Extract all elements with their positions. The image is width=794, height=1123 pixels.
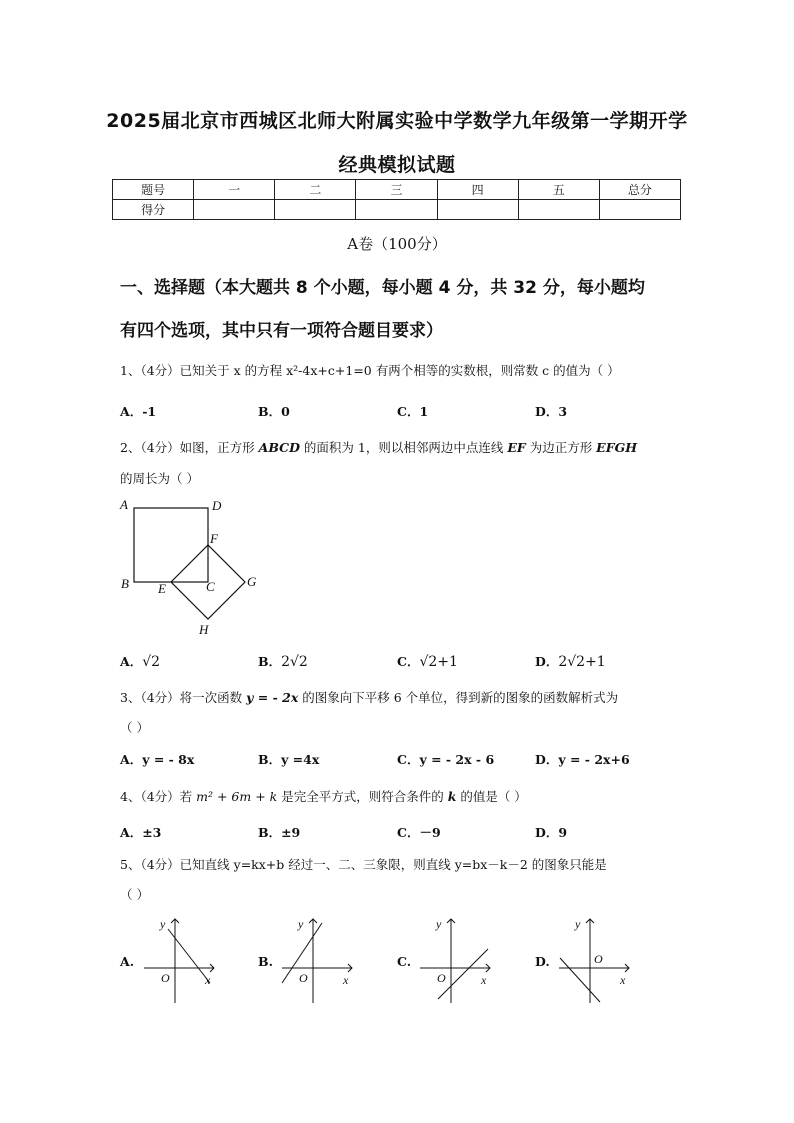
q2-square-efgh: EFGH bbox=[596, 440, 638, 455]
q1-option-c[interactable]: C．1 bbox=[397, 404, 429, 419]
option-expr: √2 bbox=[142, 654, 161, 670]
q5-option-c[interactable]: C. bbox=[397, 954, 412, 969]
q1-option-d[interactable]: D．3 bbox=[535, 404, 568, 419]
q2-stem bbox=[120, 438, 637, 456]
origin-label: O bbox=[161, 971, 170, 985]
score-input-cell[interactable] bbox=[356, 200, 437, 220]
q4-stem-part: 是完全平方式，则符合条件的 bbox=[277, 789, 448, 804]
q2-stem-part: 2、（4分）如图，正方形 bbox=[120, 440, 259, 455]
title-line-1: 2025届北京市西城区北师大附属实验中学数学九年级第一学期开学 bbox=[106, 110, 688, 132]
q3-stem bbox=[120, 688, 618, 706]
q4-stem-part: 的值是（ ） bbox=[456, 789, 527, 804]
q5-stem: 5、（4分）已知直线 y=kx+b 经过一、二、三象限，则直线 y=bx－k－2 的图象只能是 bbox=[120, 857, 607, 872]
option-expr: 2√2+1 bbox=[558, 654, 606, 670]
q2-segment-ef: EF bbox=[507, 440, 526, 455]
q5-option-d[interactable]: D. bbox=[535, 954, 550, 969]
q1-option-b[interactable]: B．0 bbox=[258, 404, 290, 419]
x-axis-label: x bbox=[343, 973, 349, 987]
score-table-cell: 题号 bbox=[113, 180, 194, 200]
q2-option-a[interactable] bbox=[120, 652, 160, 670]
q3-option-d[interactable]: D．y = - 2x+6 bbox=[535, 752, 630, 767]
q5-graph-b bbox=[278, 913, 358, 1005]
q4-expression: m² + 6m + k bbox=[196, 789, 278, 804]
x-axis-label: x bbox=[620, 973, 626, 987]
q3-stem-part: 的图象向下平移 6 个单位，得到新的图象的函数解析式为 bbox=[298, 690, 619, 705]
option-expr: √2+1 bbox=[419, 654, 458, 670]
score-table-score-row bbox=[113, 200, 681, 220]
figure-label-b: B bbox=[121, 576, 129, 591]
graph-line bbox=[168, 929, 210, 983]
q2-stem-part: 为边正方形 bbox=[525, 440, 597, 455]
volume-heading: A卷（100分） bbox=[347, 235, 447, 253]
x-axis-label: x bbox=[205, 973, 211, 987]
score-input-cell[interactable] bbox=[194, 200, 275, 220]
q1-option-a[interactable]: A．-1 bbox=[120, 404, 157, 419]
option-letter: A． bbox=[120, 654, 143, 669]
q3-function: y = - 2x bbox=[246, 690, 299, 705]
q3-stem-part: 3、（4分）将一次函数 bbox=[120, 690, 247, 705]
q2-option-c[interactable] bbox=[397, 652, 458, 670]
score-row-label: 得分 bbox=[113, 200, 194, 220]
x-axis-label: x bbox=[481, 973, 487, 987]
q5-option-b[interactable]: B. bbox=[258, 954, 273, 969]
score-table-cell: 一 bbox=[194, 180, 275, 200]
section-heading-line-2: 有四个选项，其中只有一项符合题目要求） bbox=[120, 321, 443, 341]
score-table-header-row bbox=[113, 180, 681, 200]
score-table-cell: 二 bbox=[275, 180, 356, 200]
q3-stem-line-2: （ ） bbox=[120, 720, 149, 735]
option-expr: 2√2 bbox=[281, 654, 308, 670]
figure-label-e: E bbox=[158, 581, 166, 596]
q3-option-c[interactable]: C．y = - 2x - 6 bbox=[397, 752, 495, 767]
q3-option-b[interactable]: B．y =4x bbox=[258, 752, 320, 767]
q5-graph-d bbox=[555, 913, 635, 1005]
origin-label: O bbox=[437, 971, 446, 985]
q2-option-b[interactable] bbox=[258, 652, 308, 670]
y-axis-label: y bbox=[575, 917, 581, 931]
origin-label: O bbox=[299, 971, 308, 985]
origin-label: O bbox=[594, 952, 603, 966]
q2-square-abcd: ABCD bbox=[258, 440, 300, 455]
y-axis-label: y bbox=[436, 917, 442, 931]
q3-option-a[interactable]: A．y = - 8x bbox=[120, 752, 195, 767]
q5-graph-c bbox=[416, 913, 496, 1005]
figure-label-g: G bbox=[247, 574, 257, 589]
q2-stem-line-2: 的周长为（ ） bbox=[120, 471, 199, 486]
q2-stem-part: 的面积为 1，则以相邻两边中点连线 bbox=[299, 440, 508, 455]
q5-option-a[interactable]: A. bbox=[120, 954, 135, 969]
figure-label-d: D bbox=[212, 498, 222, 513]
section-heading-line-1: 一、选择题（本大题共 8 个小题，每小题 4 分，共 32 分，每小题均 bbox=[120, 278, 645, 298]
q4-option-b[interactable]: B．±9 bbox=[258, 825, 301, 840]
score-input-cell[interactable] bbox=[275, 200, 356, 220]
q5-graph-a bbox=[140, 913, 220, 1005]
score-table-cell: 三 bbox=[356, 180, 437, 200]
score-table bbox=[112, 179, 681, 220]
option-letter: B． bbox=[258, 654, 282, 669]
square-abcd-shape bbox=[134, 508, 208, 582]
score-table-cell: 总分 bbox=[599, 180, 680, 200]
score-input-cell[interactable] bbox=[518, 200, 599, 220]
figure-label-f: F bbox=[210, 531, 218, 546]
q4-option-a[interactable]: A．±3 bbox=[120, 825, 162, 840]
q2-option-d[interactable] bbox=[535, 652, 606, 670]
q5-stem-line-2: （ ） bbox=[120, 887, 149, 902]
option-letter: C． bbox=[397, 654, 420, 669]
figure-label-c: C bbox=[206, 579, 215, 594]
option-letter: D． bbox=[535, 654, 559, 669]
score-input-cell[interactable] bbox=[437, 200, 518, 220]
title-line-2: 经典模拟试题 bbox=[338, 154, 456, 176]
score-input-cell[interactable] bbox=[599, 200, 680, 220]
q4-stem-part: 4、（4分）若 bbox=[120, 789, 197, 804]
figure-label-a: A bbox=[120, 497, 128, 512]
q4-option-d[interactable]: D．9 bbox=[535, 825, 568, 840]
y-axis-label: y bbox=[160, 917, 166, 931]
q2-square-figure bbox=[110, 492, 270, 642]
figure-label-h: H bbox=[199, 622, 209, 637]
q4-variable-k: k bbox=[447, 789, 457, 804]
q4-stem bbox=[120, 787, 527, 805]
q1-stem: 1、（4分）已知关于 x 的方程 x²-4x+c+1=0 有两个相等的实数根，则常数 c 的值为（ ） bbox=[120, 363, 620, 378]
score-table-cell: 五 bbox=[518, 180, 599, 200]
y-axis-label: y bbox=[298, 917, 304, 931]
score-table-cell: 四 bbox=[437, 180, 518, 200]
q4-option-c[interactable]: C．－9 bbox=[397, 825, 441, 840]
